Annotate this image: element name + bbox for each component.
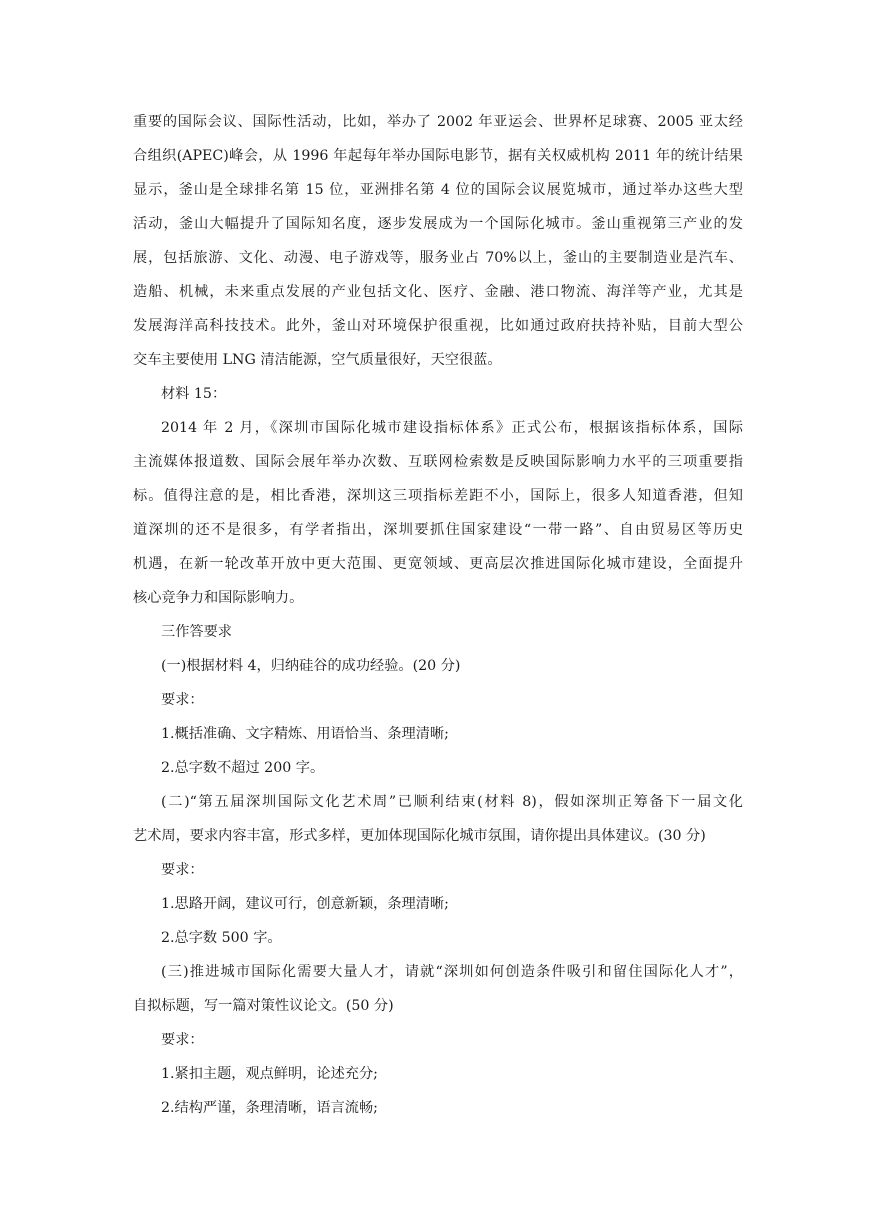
paragraph-shenzhen xyxy=(133,411,743,615)
document-body xyxy=(133,105,743,1125)
question-3 xyxy=(133,955,743,1023)
requirement-item: 2.结构严谨，条理清晰，语言流畅; xyxy=(161,1100,378,1116)
text-line: 2014 年 2 月，《深圳市国际化城市建设指标体系》正式公布，根据该指标体系，国际 xyxy=(161,420,743,436)
text-line: 合组织(APEC)峰会，从 1996 年起每年举办国际电影节，据有关权威机构 2011 年的统计结果 xyxy=(133,148,743,164)
text-line: 主流媒体报道数、国际会展年举办次数、互联网检索数是反映国际影响力水平的三项重要指 xyxy=(133,454,743,470)
requirement-item: 1.思路开阔，建议可行，创意新颖，条理清晰; xyxy=(161,896,449,912)
text-line: 活动，釜山大幅提升了国际知名度，逐步发展成为一个国际化城市。釜山重视第三产业的发 xyxy=(133,216,743,232)
text-line: 道深圳的还不是很多，有学者指出，深圳要抓住国家建设“一带一路”、自由贸易区等历史 xyxy=(133,522,743,538)
requirement-item: 2.总字数不超过 200 字。 xyxy=(161,760,325,776)
text-line: 艺术周，要求内容丰富，形式多样，更加体现国际化城市氛围，请你提出具体建议。(30 分) xyxy=(133,828,706,844)
text-line: 造船、机械，未来重点发展的产业包括文化、医疗、金融、港口物流、海洋等产业，尤其是 xyxy=(133,284,743,300)
requirement-item: 2.总字数 500 字。 xyxy=(161,930,282,946)
text-line: (二)“第五届深圳国际文化艺术周”已顺利结束(材料 8)，假如深圳正筹备下一届文化 xyxy=(161,794,743,810)
text-line: (三)推进城市国际化需要大量人才，请就“深圳如何创造条件吸引和留住国际化人才”， xyxy=(161,964,743,980)
text-line: 展，包括旅游、文化、动漫、电子游戏等，服务业占 70%以上，釜山的主要制造业是汽车、 xyxy=(133,250,743,266)
requirement-item: 1.紧扣主题，观点鲜明，论述充分; xyxy=(161,1066,378,1082)
requirements-label: 要求： xyxy=(161,862,204,878)
text-line: 机遇，在新一轮改革开放中更大范围、更宽领域、更高层次推进国际化城市建设，全面提升 xyxy=(133,556,743,572)
question-2 xyxy=(133,785,743,853)
section-heading: 三作答要求 xyxy=(161,624,232,640)
requirements-label: 要求： xyxy=(161,692,204,708)
text-line: 发展海洋高科技技术。此外，釜山对环境保护很重视，比如通过政府扶持补贴，目前大型公 xyxy=(133,318,743,334)
paragraph-busan xyxy=(133,105,743,377)
text-line: 显示，釜山是全球排名第 15 位，亚洲排名第 4 位的国际会议展览城市，通过举办这些大型 xyxy=(133,182,743,198)
text-line: 自拟标题，写一篇对策性议论文。(50 分) xyxy=(133,998,394,1014)
material-15-label: 材料 15： xyxy=(161,386,227,402)
text-line: 核心竞争力和国际影响力。 xyxy=(133,590,304,606)
requirements-label: 要求： xyxy=(161,1032,204,1048)
requirement-item: 1.概括准确、文字精炼、用语恰当、条理清晰; xyxy=(161,726,449,742)
text-line: 标。值得注意的是，相比香港，深圳这三项指标差距不小，国际上，很多人知道香港，但知 xyxy=(133,488,743,504)
text-line: 重要的国际会议、国际性活动，比如，举办了 2002 年亚运会、世界杯足球赛、2005 亚太经 xyxy=(133,114,743,130)
question-1: (一)根据材料 4，归纳硅谷的成功经验。(20 分) xyxy=(161,658,461,674)
text-line: 交车主要使用 LNG 清洁能源，空气质量很好，天空很蓝。 xyxy=(133,352,502,368)
